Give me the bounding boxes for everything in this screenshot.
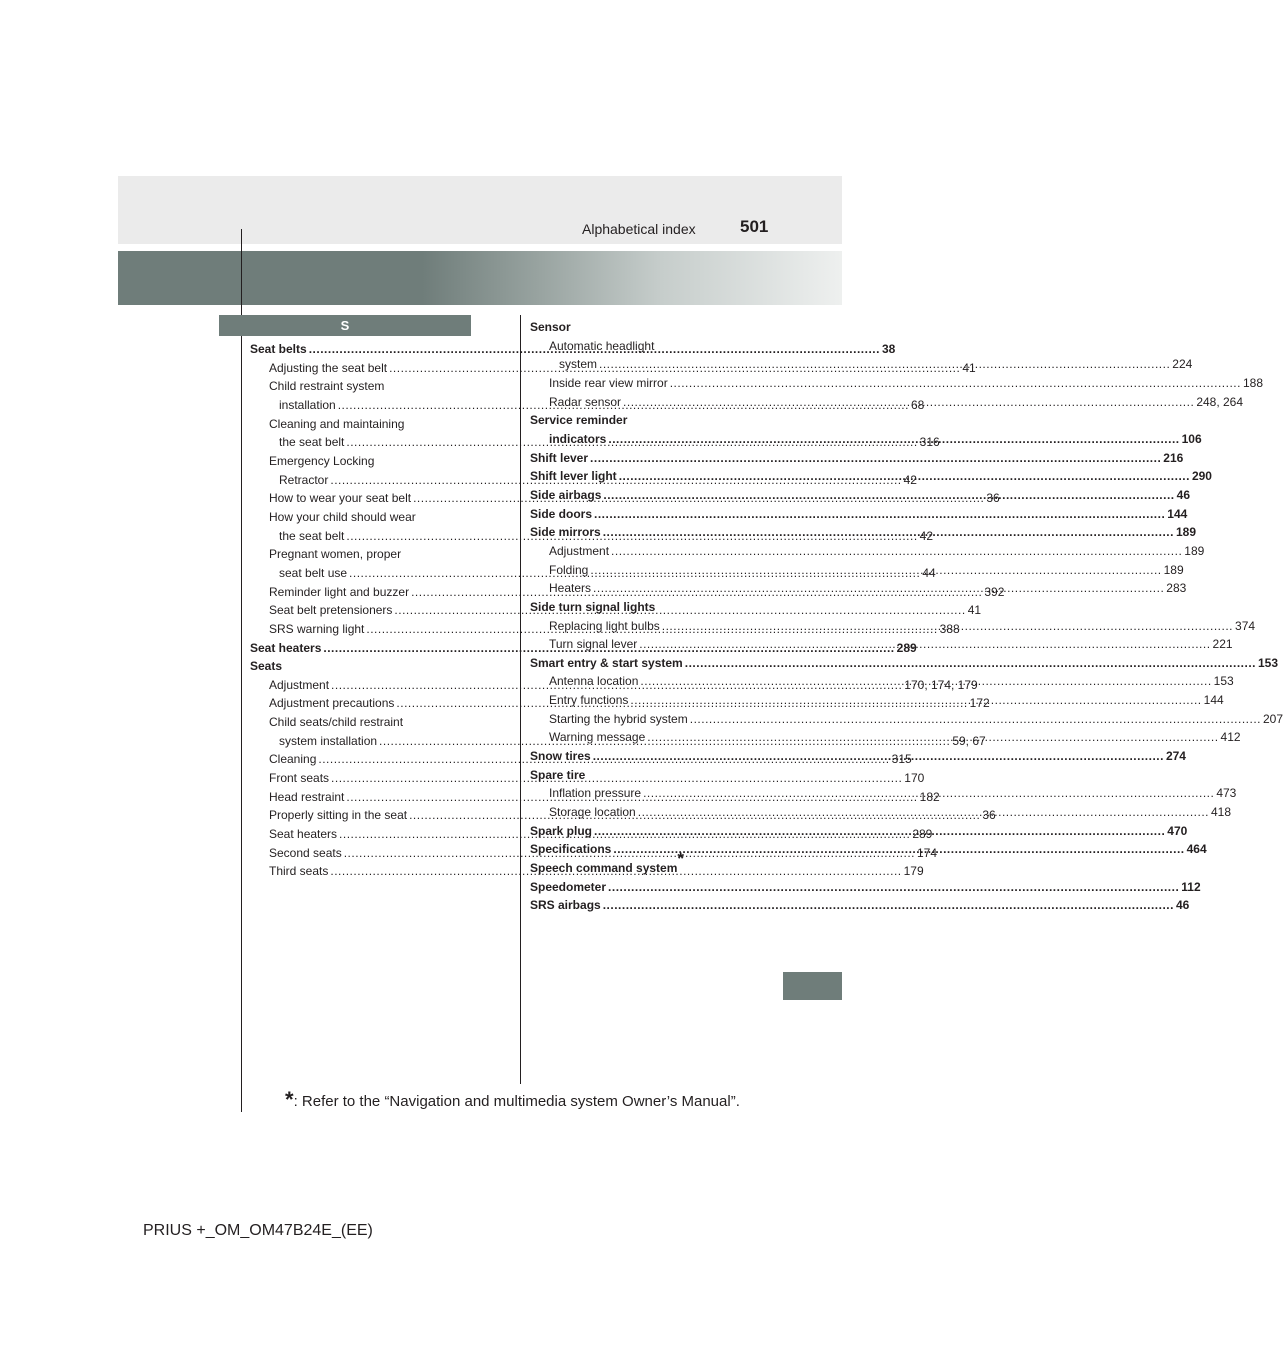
index-entry-label: Specifications bbox=[530, 842, 612, 857]
index-entry-label: Heaters bbox=[549, 581, 592, 596]
index-entry-label: Side airbags bbox=[530, 487, 602, 502]
chapter-thumb-tab bbox=[783, 972, 842, 1000]
index-entry bbox=[530, 374, 1263, 393]
index-entry-label: Folding bbox=[549, 562, 589, 577]
index-entry-page: 274 bbox=[1165, 749, 1186, 764]
leader-dots bbox=[594, 822, 1165, 841]
leader-dots bbox=[603, 896, 1174, 915]
index-entry-page: 189 bbox=[1184, 543, 1205, 558]
index-entry-page: 170 bbox=[904, 771, 925, 786]
index-entry-page: 38 bbox=[881, 342, 896, 356]
index-entry-label: Speech command system bbox=[530, 861, 678, 876]
index-entry-label: Entry functions bbox=[549, 693, 629, 708]
index-entry-page: 172 bbox=[969, 696, 990, 711]
document-id: PRIUS +_OM_OM47B24E_(EE) bbox=[143, 1222, 373, 1239]
footnote-marker: * bbox=[285, 1087, 294, 1112]
index-entry-label: How to wear your seat belt bbox=[269, 491, 412, 506]
index-entry-label: Adjustment bbox=[549, 543, 610, 558]
index-entry-page: 289 bbox=[912, 827, 933, 842]
index-entry-page: 59, 67 bbox=[952, 733, 986, 748]
leader-dots bbox=[599, 355, 1170, 374]
index-entry-label: the seat belt bbox=[279, 528, 345, 543]
index-entry-page: 174 bbox=[916, 845, 938, 860]
leader-dots bbox=[611, 542, 1182, 561]
index-entry bbox=[530, 411, 750, 430]
index-entry-label: the seat belt bbox=[279, 435, 345, 450]
index-entry-label: Reminder light and buzzer bbox=[269, 584, 410, 599]
leader-dots bbox=[594, 505, 1165, 524]
index-entry-label: Side turn signal lights bbox=[530, 599, 656, 614]
index-entry bbox=[530, 505, 1188, 524]
index-entry-page: 464 bbox=[1186, 842, 1207, 857]
index-entry-label: SRS airbags bbox=[530, 898, 601, 913]
leader-dots bbox=[690, 710, 1261, 729]
index-entry-label: Spark plug bbox=[530, 823, 593, 838]
index-entry-page: 153 bbox=[1213, 674, 1234, 689]
index-entry-page: 170, 174, 179 bbox=[904, 677, 978, 692]
index-entry-label: Third seats bbox=[269, 864, 329, 879]
index-entry-label: Adjustment bbox=[269, 677, 330, 692]
index-entry-label: Smart entry & start system bbox=[530, 655, 683, 670]
index-entry-label: Antenna location bbox=[549, 674, 639, 689]
index-entry-label: How your child should wear bbox=[269, 509, 416, 524]
leader-dots bbox=[619, 467, 1190, 486]
index-entry bbox=[530, 598, 750, 617]
index-entry-label: Cleaning and maintaining bbox=[269, 416, 405, 431]
index-entry-page: 189 bbox=[1163, 562, 1184, 577]
leader-dots bbox=[608, 878, 1179, 897]
index-entry-page: 374 bbox=[1235, 618, 1256, 633]
index-entry-label: Starting the hybrid system bbox=[549, 711, 688, 726]
index-entry-label: Replacing light bulbs bbox=[549, 618, 660, 633]
index-entry-label: Seat heaters bbox=[269, 827, 338, 842]
index-entry bbox=[530, 449, 1184, 468]
index-entry bbox=[530, 337, 750, 356]
index-entry-page: 144 bbox=[1203, 693, 1224, 708]
leader-dots bbox=[630, 691, 1201, 710]
index-entry-label: Storage location bbox=[549, 805, 636, 820]
index-entry-label: Spare tire bbox=[530, 767, 586, 782]
index-entry-page: 283 bbox=[1166, 581, 1187, 596]
index-entry-label: Sensor bbox=[530, 320, 571, 334]
index-entry bbox=[530, 878, 1201, 897]
leader-dots bbox=[662, 617, 1233, 636]
leader-dots bbox=[685, 654, 1256, 673]
index-entry-label: Seat belt pretensioners bbox=[269, 603, 393, 618]
index-entry-page: 412 bbox=[1220, 730, 1241, 745]
index-entry-page: 221 bbox=[1212, 637, 1233, 652]
index-entry-page: 36 bbox=[986, 491, 1000, 506]
index-entry-label: Adjustment precautions bbox=[269, 696, 395, 711]
footnote bbox=[285, 1087, 740, 1113]
index-entry-page: 224 bbox=[1172, 357, 1193, 372]
leader-dots bbox=[643, 784, 1214, 803]
page-number: 501 bbox=[740, 217, 769, 236]
index-entry-label: Seat heaters bbox=[250, 640, 322, 655]
index-entry-label: seat belt use bbox=[279, 565, 348, 580]
index-entry-label: Seats bbox=[250, 659, 283, 674]
index-entry-label: Automatic headlight bbox=[549, 338, 655, 353]
index-entry-page: 316 bbox=[919, 435, 940, 450]
left-margin-rule bbox=[241, 229, 242, 1112]
index-entry-page: 68 bbox=[910, 397, 925, 412]
leader-dots bbox=[638, 803, 1209, 822]
index-entry-page: 289 bbox=[896, 640, 917, 655]
index-entry-label: Shift lever light bbox=[530, 469, 617, 484]
index-entry-page: 418 bbox=[1211, 805, 1232, 820]
section-title: Alphabetical index bbox=[582, 221, 696, 237]
index-entry-label: Shift lever bbox=[530, 450, 589, 465]
index-entry-page: 106 bbox=[1181, 431, 1202, 446]
index-entry-page: 388 bbox=[939, 621, 960, 636]
index-entry-label: Inside rear view mirror bbox=[549, 375, 668, 390]
index-entry-page: 315 bbox=[891, 752, 912, 767]
index-entry bbox=[530, 542, 1205, 561]
leader-dots bbox=[590, 449, 1161, 468]
index-entry-page: 41 bbox=[962, 360, 976, 375]
index-entry bbox=[250, 508, 471, 527]
index-entry bbox=[250, 657, 471, 676]
index-entry-label: system installation bbox=[279, 733, 378, 748]
index-entry-label: Retractor bbox=[279, 472, 329, 487]
index-entry-page: 248, 264 bbox=[1196, 394, 1244, 409]
index-entry-page: 46 bbox=[1175, 898, 1190, 913]
leader-dots bbox=[608, 430, 1179, 449]
index-entry-label: Emergency Locking bbox=[269, 453, 375, 468]
index-entry-label: Adjusting the seat belt bbox=[269, 360, 388, 375]
index-entry bbox=[530, 710, 1283, 729]
index-entry-label: Second seats bbox=[269, 845, 342, 860]
footnote-reference-marker: * bbox=[677, 849, 685, 869]
index-entry-label: Seat belts bbox=[250, 342, 307, 356]
index-entry bbox=[250, 377, 471, 396]
index-entry-page: 46 bbox=[1176, 487, 1190, 502]
index-entry bbox=[250, 713, 471, 732]
leader-dots bbox=[603, 486, 1174, 505]
index-entry-label: Side mirrors bbox=[530, 525, 601, 540]
leader-dots bbox=[670, 374, 1241, 393]
index-entry-page: 36 bbox=[982, 808, 996, 823]
index-entry-page: 216 bbox=[1163, 450, 1184, 465]
index-entry-label: Warning message bbox=[549, 730, 646, 745]
index-letter-heading: S bbox=[219, 315, 471, 336]
index-entry-page: 470 bbox=[1167, 823, 1188, 838]
index-entry bbox=[250, 415, 471, 434]
index-entry-page: 42 bbox=[903, 472, 917, 487]
index-entry-label: Child restraint system bbox=[269, 379, 385, 394]
index-entry-page: 42 bbox=[919, 528, 934, 543]
index-entry-label: Head restraint bbox=[269, 789, 345, 804]
index-entry-page: 207 bbox=[1263, 711, 1283, 726]
index-entry-page: 290 bbox=[1191, 469, 1212, 484]
index-entry-label: Properly sitting in the seat bbox=[269, 808, 408, 823]
index-entry-label: Snow tires bbox=[530, 749, 591, 764]
index-entry-page: 179 bbox=[903, 864, 924, 879]
leader-dots bbox=[613, 840, 1184, 859]
index-entry-page: 473 bbox=[1216, 786, 1237, 801]
index-entry-label: Speedometer bbox=[530, 879, 607, 894]
header-gradient-bar bbox=[118, 251, 842, 305]
leader-dots bbox=[623, 393, 1194, 412]
leader-dots bbox=[593, 579, 1164, 598]
index-entry-label: Side doors bbox=[530, 506, 593, 521]
index-entry-label: Inflation pressure bbox=[549, 786, 642, 801]
index-entry bbox=[530, 766, 750, 785]
index-entry bbox=[530, 896, 1190, 915]
index-entry-page: 189 bbox=[1175, 525, 1196, 540]
index-entry-label: system bbox=[559, 357, 598, 372]
leader-dots bbox=[647, 728, 1218, 747]
index-entry-label: installation bbox=[279, 397, 336, 412]
index-entry-page: 153 bbox=[1258, 655, 1279, 670]
index-entry-label: indicators bbox=[549, 431, 607, 446]
index-entry-label: Radar sensor bbox=[549, 394, 622, 409]
leader-dots bbox=[593, 747, 1164, 766]
index-entry-label: Child seats/child restraint bbox=[269, 715, 404, 730]
index-entry bbox=[250, 545, 471, 564]
index-entry-page: 112 bbox=[1181, 879, 1201, 894]
index-entry-label: Turn signal lever bbox=[549, 637, 638, 652]
index-entry-label: SRS warning light bbox=[269, 621, 365, 636]
index-entry-page: 41 bbox=[967, 603, 982, 618]
index-entry-page: 44 bbox=[922, 565, 936, 580]
index-entry-label: Cleaning bbox=[269, 752, 317, 767]
leader-dots bbox=[639, 635, 1210, 654]
leader-dots bbox=[590, 561, 1161, 580]
header-band bbox=[118, 176, 842, 244]
footnote-text: : Refer to the “Navigation and multimedia system Owner’s Manual”. bbox=[293, 1093, 740, 1110]
index-entry bbox=[250, 452, 471, 471]
index-entry bbox=[530, 654, 1279, 673]
index-entry-label: Pregnant women, proper bbox=[269, 547, 402, 562]
index-entry-label: Front seats bbox=[269, 771, 330, 786]
leader-dots bbox=[603, 523, 1174, 542]
index-entry-page: 392 bbox=[984, 584, 1005, 599]
index-entry-page: 182 bbox=[919, 789, 940, 804]
index-entry-page: 144 bbox=[1167, 506, 1188, 521]
index-entry-label: Service reminder bbox=[530, 413, 628, 428]
index-entry-page: 188 bbox=[1242, 375, 1263, 390]
index-entry bbox=[530, 318, 750, 337]
leader-dots bbox=[640, 672, 1211, 691]
